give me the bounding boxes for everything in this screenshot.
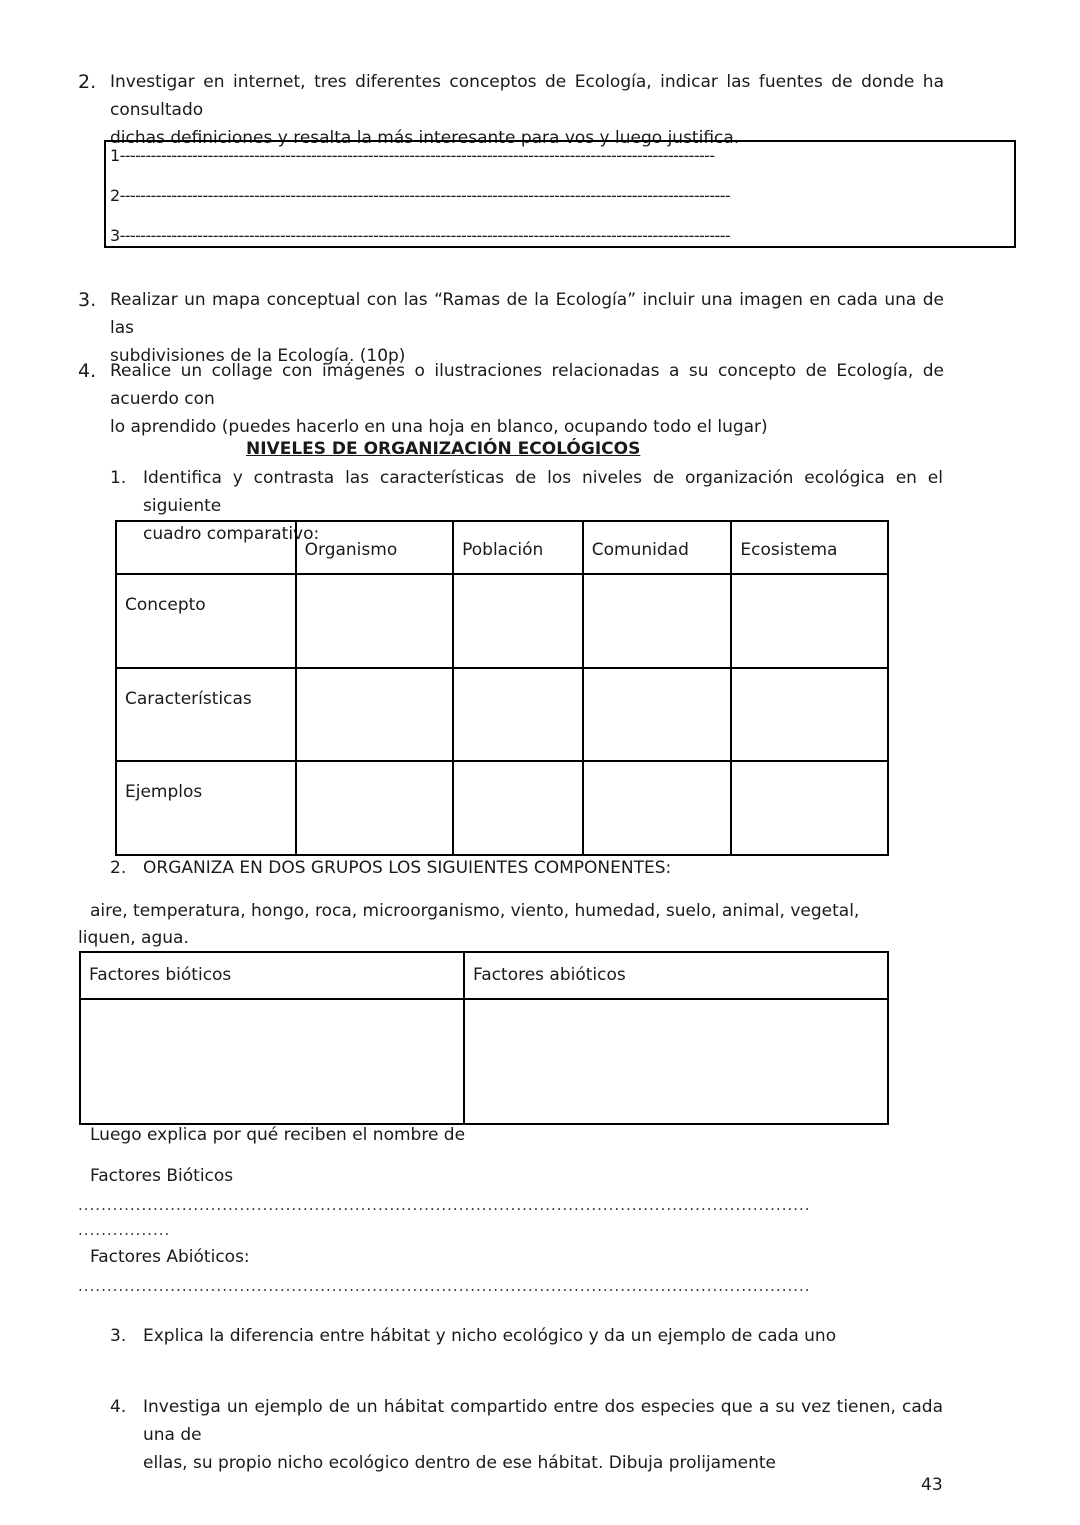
table-cell bbox=[583, 668, 732, 761]
table-cell bbox=[731, 761, 888, 855]
table-cell bbox=[296, 574, 453, 668]
answer-line-3: 3---------------------------------------------------------------------------------------------------------------------- bbox=[110, 226, 731, 245]
table-cell bbox=[583, 761, 732, 855]
header-cell-empty bbox=[116, 521, 296, 574]
header-cell-organismo: Organismo bbox=[296, 521, 453, 574]
item-1-line-2: cuadro comparativo: bbox=[143, 524, 320, 544]
table-cell bbox=[731, 574, 888, 668]
item-1-line-1: Identifica y contrasta las características de los niveles de organización ecológica en el siguiente bbox=[143, 468, 943, 516]
answer-line-2: 2---------------------------------------------------------------------------------------------------------------------- bbox=[110, 186, 731, 205]
dotted-answer-line: ............................................................................................................................... bbox=[78, 1277, 811, 1295]
table-row bbox=[80, 999, 888, 1124]
header-factores-abioticos: Factores abióticos bbox=[464, 952, 888, 999]
table-cell bbox=[731, 668, 888, 761]
table-cell bbox=[583, 574, 732, 668]
item-4-text bbox=[143, 1393, 943, 1477]
row-label-concepto: Concepto bbox=[116, 574, 296, 668]
table-row bbox=[116, 668, 888, 761]
header-cell-ecosistema: Ecosistema bbox=[731, 521, 888, 574]
table-cell bbox=[296, 668, 453, 761]
question-2-line-2: dichas definiciones y resalta la más interesante para vos y luego justifica. bbox=[110, 128, 740, 148]
item-3-number: 3. bbox=[110, 1326, 127, 1346]
table-cell bbox=[453, 668, 583, 761]
header-factores-bioticos: Factores bióticos bbox=[80, 952, 464, 999]
table-row bbox=[116, 761, 888, 855]
question-4-line-2: lo aprendido (puedes hacerlo en una hoja en blanco, ocupando todo el lugar) bbox=[110, 417, 768, 437]
table-cell bbox=[453, 761, 583, 855]
table-cell bbox=[453, 574, 583, 668]
item-4-line-1: Investiga un ejemplo de un hábitat compartido entre dos especies que a su vez tienen, cada una de bbox=[143, 1397, 943, 1445]
explain-intro: Luego explica por qué reciben el nombre de bbox=[90, 1125, 466, 1145]
header-cell-poblacion: Población bbox=[453, 521, 583, 574]
question-2-line-1: Investigar en internet, tres diferentes conceptos de Ecología, indicar las fuentes de donde ha consultado bbox=[110, 72, 944, 120]
question-3-number: 3. bbox=[78, 289, 97, 311]
factors-table bbox=[79, 951, 889, 1125]
question-3-line-1: Realizar un mapa conceptual con las “Ramas de la Ecología” incluir una imagen en cada una de las bbox=[110, 290, 944, 338]
item-2-number: 2. bbox=[110, 858, 127, 878]
table-cell bbox=[80, 999, 464, 1124]
item-4-line-2: ellas, su propio nicho ecológico dentro de ese hábitat. Dibuja prolijamente bbox=[143, 1453, 777, 1473]
dotted-answer-line: ............................................................................................................................... bbox=[78, 1196, 811, 1214]
answer-line-1: 1------------------------------------------------------------------------------------------------------------------- bbox=[110, 146, 715, 165]
question-3-line-2: subdivisiones de la Ecología. (10p) bbox=[110, 346, 406, 366]
page-number: 43 bbox=[921, 1475, 943, 1495]
table-cell bbox=[296, 761, 453, 855]
table-row bbox=[116, 574, 888, 668]
question-2-number: 2. bbox=[78, 71, 97, 93]
question-4-line-1: Realice un collage con imágenes o ilustraciones relacionadas a su concepto de Ecología, de acuerdo con bbox=[110, 361, 944, 409]
item-1-number: 1. bbox=[110, 468, 127, 488]
question-4-text bbox=[110, 357, 944, 441]
dotted-answer-line-continued: ................ bbox=[78, 1221, 171, 1239]
section-title: NIVELES DE ORGANIZACIÓN ECOLÓGICOS bbox=[246, 439, 641, 459]
question-4-number: 4. bbox=[78, 360, 97, 382]
comparison-header-row bbox=[116, 521, 888, 574]
row-label-caracteristicas: Características bbox=[116, 668, 296, 761]
components-list-line-1: aire, temperatura, hongo, roca, microorganismo, viento, humedad, suelo, animal, vegetal, bbox=[90, 901, 860, 921]
bioticos-label: Factores Bióticos bbox=[90, 1166, 234, 1186]
components-list-line-2: liquen, agua. bbox=[78, 928, 189, 948]
header-cell-comunidad: Comunidad bbox=[583, 521, 732, 574]
item-3-text: Explica la diferencia entre hábitat y nicho ecológico y da un ejemplo de cada uno bbox=[143, 1326, 837, 1346]
item-2-heading: ORGANIZA EN DOS GRUPOS LOS SIGUIENTES COMPONENTES: bbox=[143, 858, 672, 878]
table-cell bbox=[464, 999, 888, 1124]
item-4-number: 4. bbox=[110, 1397, 127, 1417]
comparison-table bbox=[115, 520, 889, 856]
definitions-answer-box bbox=[104, 140, 1016, 248]
row-label-ejemplos: Ejemplos bbox=[116, 761, 296, 855]
abioticos-label: Factores Abióticos: bbox=[90, 1247, 250, 1267]
factors-header-row bbox=[80, 952, 888, 999]
